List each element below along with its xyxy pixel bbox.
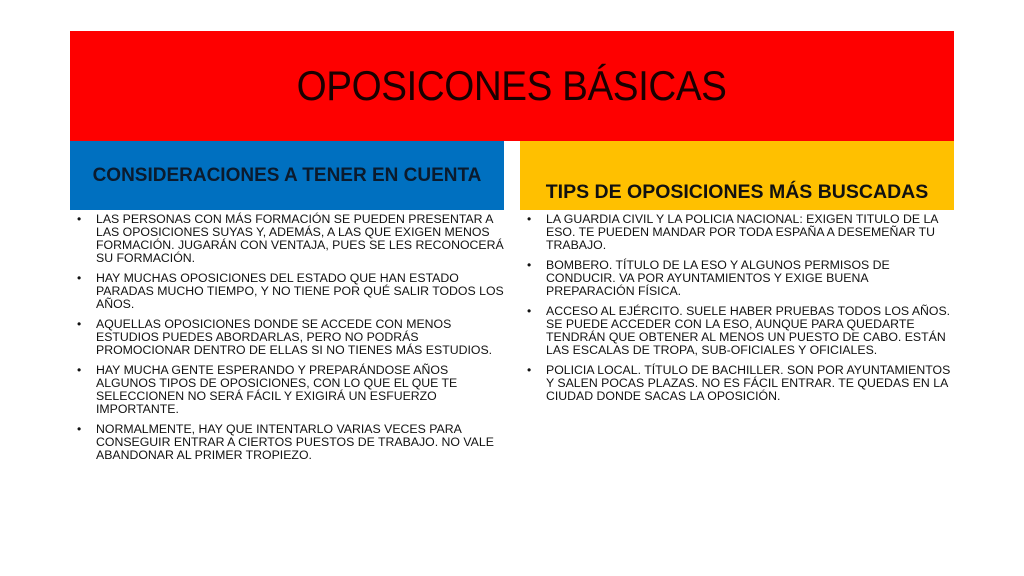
right-column-body <box>524 213 952 410</box>
right-column-header <box>520 141 954 210</box>
left-column-header-text: CONSIDERACIONES A TENER EN CUENTA <box>92 164 482 186</box>
bullet-icon: • <box>77 363 82 377</box>
list-item <box>74 423 504 462</box>
list-item <box>74 318 504 357</box>
list-item-text: POLICIA LOCAL. TÍTULO DE BACHILLER. SON POR AYUNTAMIENTOS Y SALEN POCAS PLAZAS. NO ES FÁCIL ENTRAR. TE QUEDAS EN LA CIUDAD DONDE SACAS LA OPOSICIÓN. <box>546 363 951 403</box>
list-item-text: BOMBERO. TÍTULO DE LA ESO Y ALGUNOS PERMISOS DE CONDUCIR. VA POR AYUNTAMIENTOS Y EXIGE BUENA PREPARACIÓN FÍSICA. <box>546 258 890 298</box>
list-item <box>74 364 504 416</box>
list-item <box>74 213 504 265</box>
list-item <box>524 259 952 298</box>
list-item-text: NORMALMENTE, HAY QUE INTENTARLO VARIAS VECES PARA CONSEGUIR ENTRAR A CIERTOS PUESTOS DE TRABAJO. NO VALE ABANDONAR AL PRIMER TROPIEZO. <box>96 422 494 462</box>
list-item-text: HAY MUCHAS OPOSICIONES DEL ESTADO QUE HAN ESTADO PARADAS MUCHO TIEMPO, Y NO TIENE POR QUÉ SALIR TODOS LOS AÑOS. <box>96 271 504 311</box>
list-item-text: ACCESO AL EJÉRCITO. SUELE HABER PRUEBAS TODOS LOS AÑOS. SE PUEDE ACCEDER CON LA ESO, AUNQUE PARA QUEDARTE TENDRÁN QUE OBTENER AL MENOS UN PUESTO DE CABO. ESTÁN LAS ESCALAS DE TROPA, SUB-OFICIALES Y OFICIALES. <box>546 304 951 357</box>
bullet-icon: • <box>77 212 82 226</box>
list-item-text: HAY MUCHA GENTE ESPERANDO Y PREPARÁNDOSE AÑOS ALGUNOS TIPOS DE OPOSICIONES, CON LO QUE EL QUE TE SELECCIONEN NO SERÁ FÁCIL Y EXIGIRÁ UN ESFUERZO IMPORTANTE. <box>96 363 458 416</box>
bullet-icon: • <box>527 212 532 226</box>
list-item <box>74 272 504 311</box>
left-bullet-list <box>74 213 504 462</box>
list-item-text: LAS PERSONAS CON MÁS FORMACIÓN SE PUEDEN PRESENTAR A LAS OPOSICIONES SUYAS Y, ADEMÁS, A LAS QUE EXIGEN MENOS FORMACIÓN. JUGARÁN CON VENTAJA, PUES SE LES RECONOCERÁ SU FORMACIÓN. <box>96 212 504 265</box>
title-band <box>70 31 954 141</box>
list-item-text: AQUELLAS OPOSICIONES DONDE SE ACCEDE CON MENOS ESTUDIOS PUEDES ABORDARLAS, PERO NO PODRÁS PROMOCIONAR DENTRO DE ELLAS SI NO TIENES MÁS ESTUDIOS. <box>96 317 493 357</box>
bullet-icon: • <box>77 271 82 285</box>
bullet-icon: • <box>527 363 532 377</box>
bullet-icon: • <box>77 317 82 331</box>
right-bullet-list <box>524 213 952 403</box>
slide-title: OPOSICONES BÁSICAS <box>297 62 727 109</box>
bullet-icon: • <box>527 258 532 272</box>
left-column-header <box>70 141 504 210</box>
left-column-body <box>74 213 504 469</box>
bullet-icon: • <box>527 304 532 318</box>
bullet-icon: • <box>77 422 82 436</box>
right-column-header-text: TIPS DE OPOSICIONES MÁS BUSCADAS <box>545 181 929 203</box>
list-item <box>524 213 952 252</box>
list-item-text: LA GUARDIA CIVIL Y LA POLICIA NACIONAL: EXIGEN TITULO DE LA ESO. TE PUEDEN MANDAR POR TODA ESPAÑA A DESEMEÑAR TU TRABAJO. <box>546 212 938 252</box>
list-item <box>524 364 952 403</box>
list-item <box>524 305 952 357</box>
